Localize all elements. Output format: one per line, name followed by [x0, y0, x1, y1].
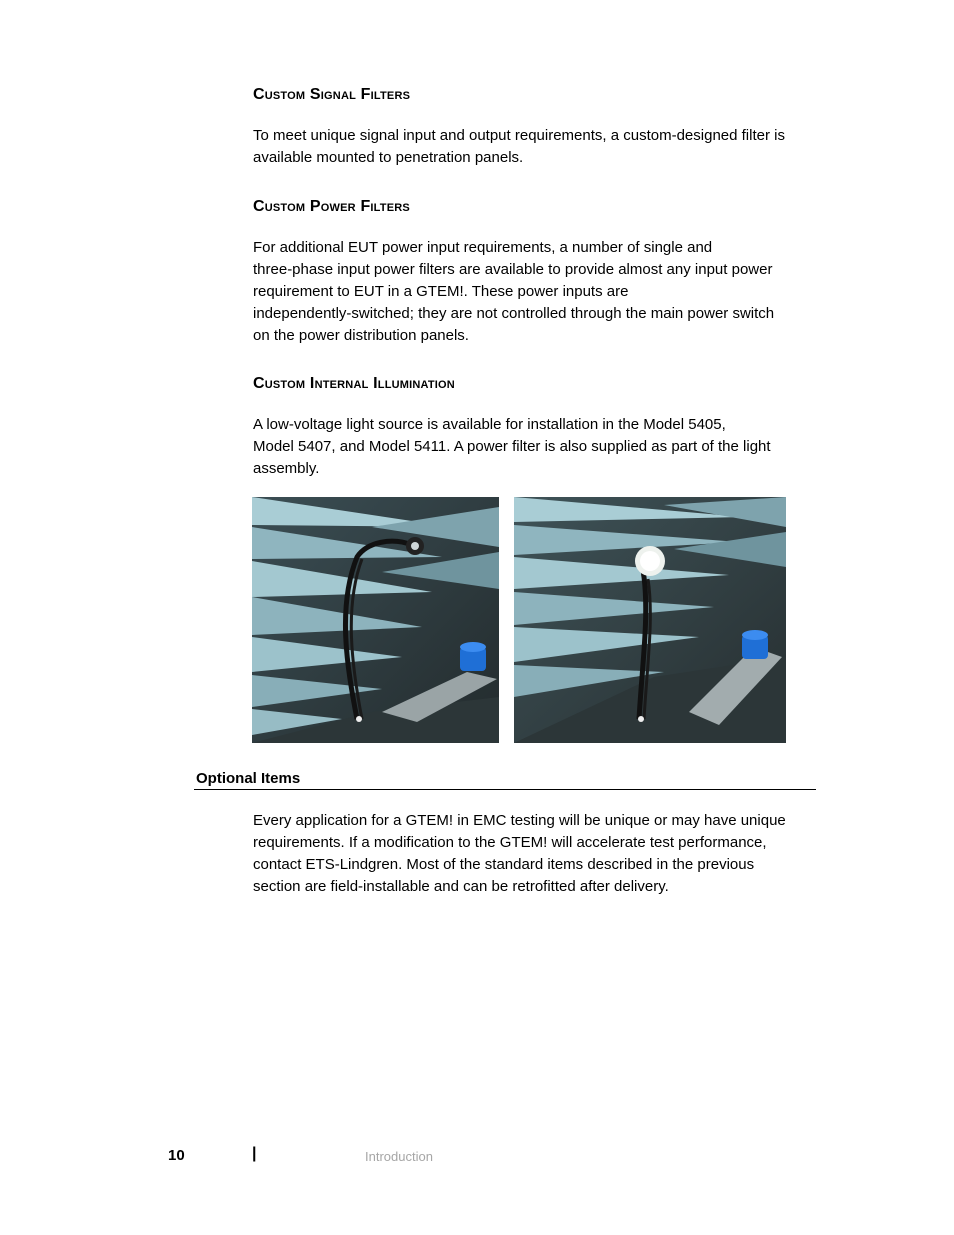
text-line: contact ETS-Lindgren. Most of the standard items described in the previous: [253, 856, 755, 873]
text-line: available mounted to penetration panels.: [253, 149, 524, 166]
section-heading-internal-illumination: Custom Internal Illumination: [253, 375, 455, 392]
footer-section-title: Introduction: [365, 1149, 433, 1164]
paragraph-signal-filters: [253, 125, 813, 169]
text-line: requirement to EUT in a GTEM!. These power inputs are: [253, 283, 629, 300]
light-assembly-on-photo: [514, 497, 786, 743]
optional-items-heading: Optional Items: [196, 770, 301, 787]
light-assembly-off-photo: [252, 497, 499, 743]
section-heading-signal-filters: Custom Signal Filters: [253, 86, 411, 103]
text-line: section are field-installable and can be retrofitted after delivery.: [253, 878, 669, 895]
text-line: Every application for a GTEM! in EMC testing will be unique or may have unique: [253, 812, 786, 829]
text-line: assembly.: [253, 460, 320, 477]
text-line: three-phase input power filters are available to provide almost any input power: [253, 261, 773, 278]
text-line: For additional EUT power input requirements, a number of single and: [253, 239, 713, 256]
text-line: on the power distribution panels.: [253, 327, 469, 344]
text-line: To meet unique signal input and output requirements, a custom-designed filter is: [253, 127, 785, 144]
paragraph-optional-items: [253, 810, 813, 898]
footer-separator: |: [252, 1145, 257, 1162]
text-line: A low-voltage light source is available for installation in the Model 5405,: [253, 416, 726, 433]
paragraph-internal-illumination: [253, 414, 813, 480]
page-number: 10: [168, 1147, 185, 1164]
text-line: requirements. If a modification to the GTEM! will accelerate test performance,: [253, 834, 767, 851]
paragraph-power-filters: [253, 237, 813, 347]
text-line: Model 5407, and Model 5411. A power filter is also supplied as part of the light: [253, 438, 771, 455]
section-heading-power-filters: Custom Power Filters: [253, 198, 410, 215]
text-line: independently-switched; they are not controlled through the main power switch: [253, 305, 775, 322]
heading-rule: [194, 789, 816, 790]
